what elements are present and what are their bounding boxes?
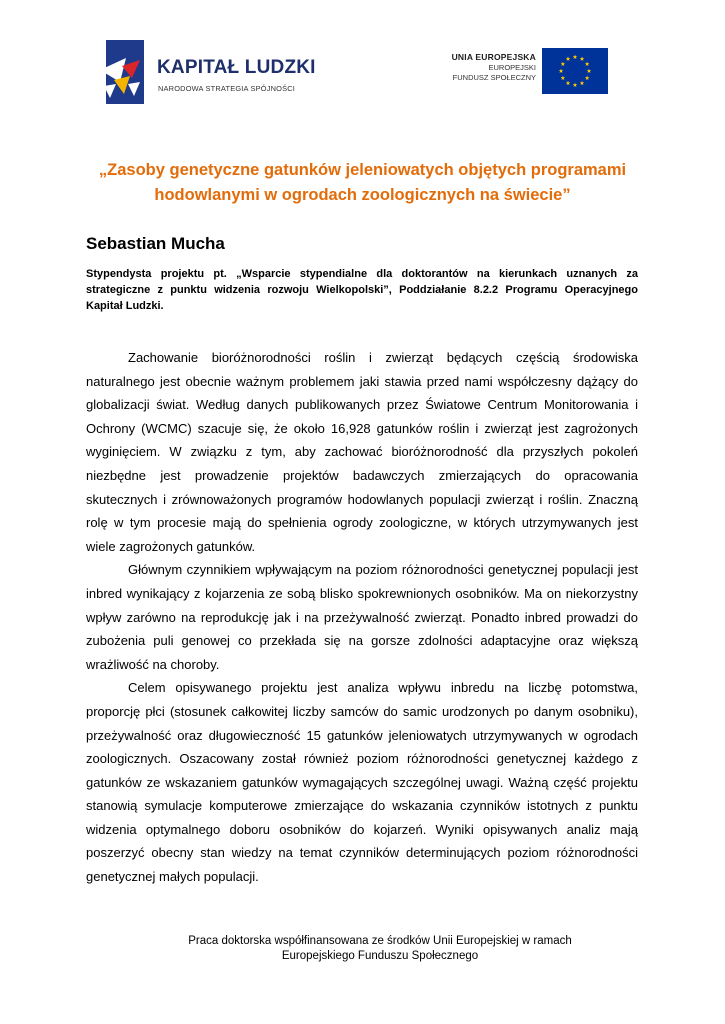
body-text [86, 346, 638, 889]
kapital-ludzki-mark-icon [100, 40, 148, 106]
document-title: „Zasoby genetyczne gatunków jeleniowatych objętych programami hodowlanymi w ogrodach zoologicznych na świecie” [98, 161, 627, 204]
body-paragraph-2: Głównym czynnikiem wpływającym na poziom różnorodności genetycznej populacji jest inbred wynikający z kojarzenia ze sobą blisko spokrewnionych osobników. Ma on niekorzystny wpływ zarówno na reprodukcję jak i na przeżywalność zwierząt. Ponadto inbred prowadzi do zubożenia puli genowej co przekłada się na gorsze zdolności adaptacyjne oraz większą wrażliwość na choroby. [86, 562, 638, 672]
body-paragraph-3: Celem opisywanego projektu jest analiza wpływu inbredu na liczbę potomstwa, proporcję płci (stosunek całkowitej liczby samców do samic urodzonych po danym osobniku), przeżywalność oraz długowieczność 15 gatunków jeleniowatych utrzymywanych w ogrodach zoologicznych. Oszacowany został również poziom różnorodności genetycznej każdego z gatunków ze wskazaniem gatunków wymagających szczególnej uwagi. Ważną część projektu stanowią symulacje komputerowe zmierzające do wskazania czynników istotnych z punktu widzenia optymalnego doboru osobników do kojarzeń. Wyniki opisywanych analiz mają poszerzyć obecny stan wiedzy na temat czynników determinujących poziom różnorodności genetycznej małych populacji. [86, 680, 638, 885]
eu-line-1: UNIA EUROPEJSKA [451, 52, 536, 62]
footer-line-1: Praca doktorska współfinansowana ze środków Unii Europejskiej w ramach [188, 935, 572, 947]
eu-line-2: EUROPEJSKI [488, 63, 536, 72]
page-header [0, 0, 725, 120]
eu-flag-icon [542, 48, 608, 94]
kapital-ludzki-name: KAPITAŁ LUDZKI [157, 57, 316, 78]
page-footer [90, 934, 670, 964]
eu-logo-text [452, 52, 536, 83]
body-paragraph-1: Zachowanie bioróżnorodności roślin i zwierząt będących częścią środowiska naturalnego jest obecnie ważnym problemem jaki stawia przed nami współczesny dążący do globalizacji świat. Według danych publikowanych przez Światowe Centrum Monitorowania i Ochrony (WCMC) szacuje się, że około 16,928 gatunków roślin i zwierząt jest zagrożonych wyginięciem. W związku z tym, aby zachować bioróżnorodność dla przyszłych pokoleń niezbędne jest prowadzenie projektów badawczych zmierzających do opracowania skutecznych i zrównoważonych programów hodowlanych populacji zwierząt i roślin. Znaczną rolę w tym procesie mają do spełnienia ogrody zoologiczne, w których utrzymywanych jest wiele zagrożonych gatunków. [86, 350, 638, 554]
author-name: Sebastian Mucha [86, 234, 225, 253]
kapital-ludzki-logo [100, 40, 340, 110]
eu-line-3: FUNDUSZ SPOŁECZNY [452, 73, 536, 82]
kapital-ludzki-subtitle: NARODOWA STRATEGIA SPÓJNOŚCI [158, 84, 296, 93]
footer-line-2: Europejskiego Funduszu Społecznego [281, 950, 479, 962]
eu-logo [430, 48, 610, 98]
affiliation-text: Stypendysta projektu pt. „Wsparcie stypendialne dla doktorantów na kierunkach uznanych za strategiczne z punktu widzenia rozwoju Wielkopolski”, Poddziałanie 8.2.2 Programu Operacyjnego Kapitał Ludzki. [86, 268, 638, 312]
